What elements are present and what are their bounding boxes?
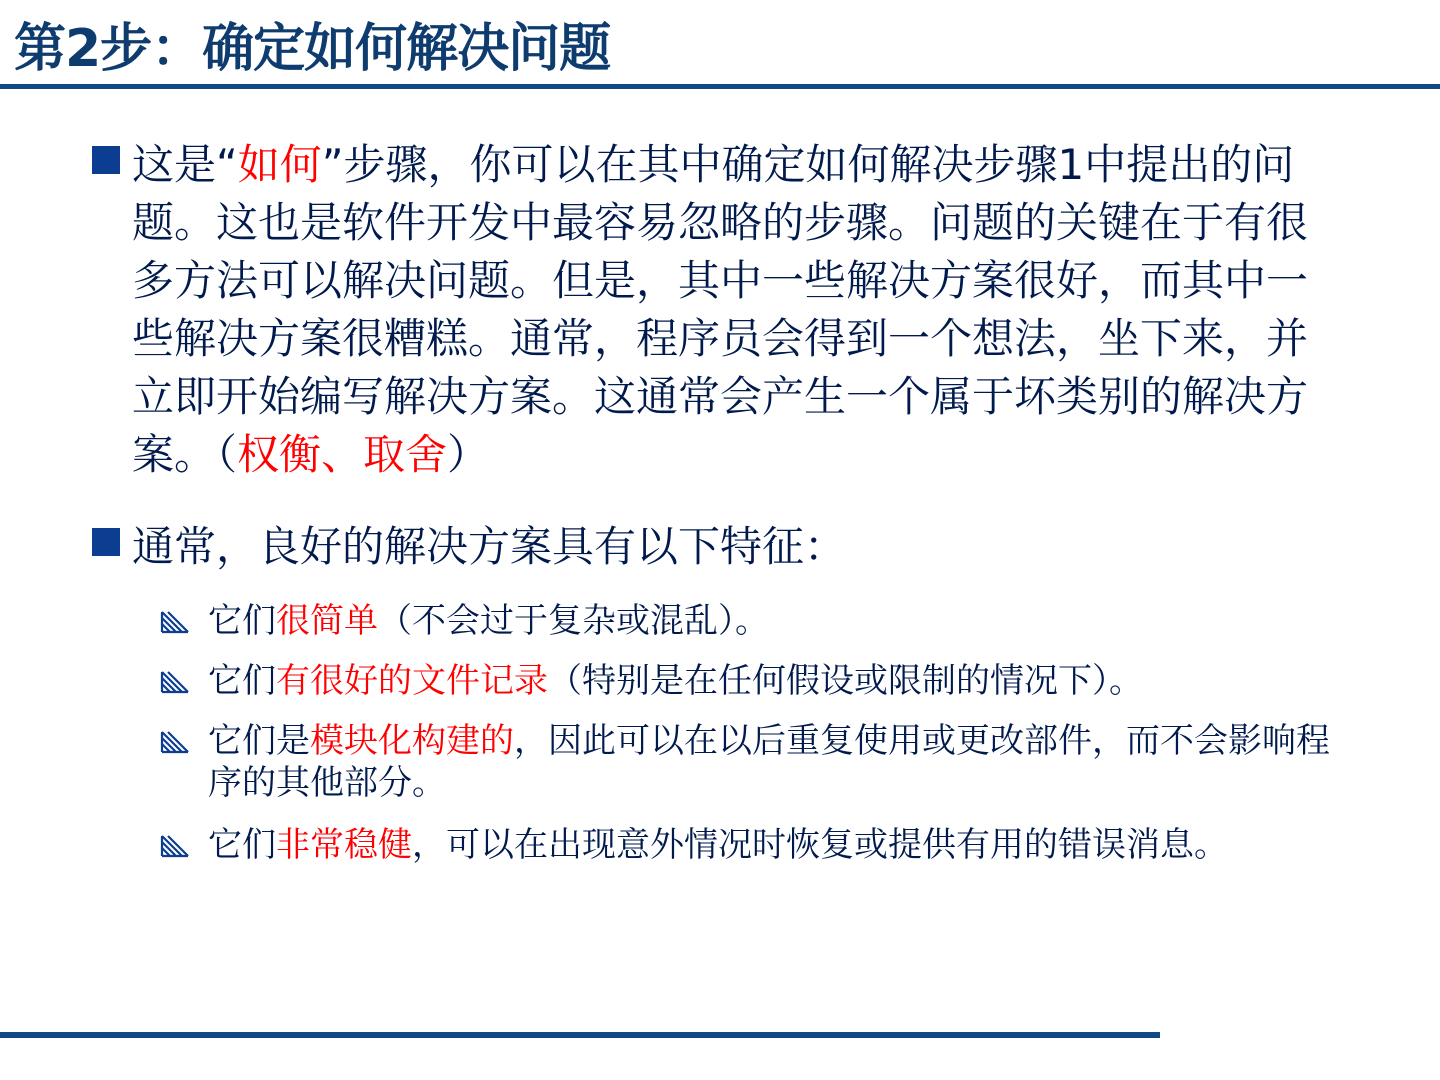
hatched-triangle-bullet-icon	[160, 664, 192, 696]
feature-text	[208, 600, 1333, 642]
text-run: （特别是在任何假设或限制的情况下）。	[548, 661, 1143, 701]
bullet-text	[132, 136, 1332, 484]
hatched-triangle-bullet-icon	[160, 604, 192, 636]
feature-item	[160, 600, 1340, 642]
feature-highlight: 模块化构建的	[310, 721, 514, 761]
square-bullet-icon	[92, 528, 120, 556]
text-run: 它们是	[208, 721, 310, 761]
feature-item	[160, 824, 1340, 866]
feature-highlight: 很简单	[276, 601, 378, 641]
bullet-how-step	[92, 136, 1342, 484]
highlight-how: 如何	[237, 140, 322, 189]
title-divider	[0, 84, 1440, 89]
slide-title: 第2步：确定如何解决问题	[14, 19, 611, 79]
text-run: 它们	[208, 661, 276, 701]
hatched-triangle-bullet-icon	[160, 828, 192, 860]
text-run: ，可以在出现意外情况时恢复或提供有用的错误消息。	[412, 825, 1228, 865]
feature-item	[160, 720, 1340, 804]
text-run: 它们	[208, 601, 276, 641]
text-run: （不会过于复杂或混乱）。	[378, 601, 769, 641]
feature-text	[208, 720, 1333, 804]
square-bullet-icon	[92, 146, 120, 174]
text-run: 它们	[208, 825, 276, 865]
text-run: ”步骤，你可以在其中确定如何解决步骤1中提出的问题。这也是软件开发中最容易忽略的步骤。问题的关键在于有很多方法可以解决问题。但是，其中一些解决方案很好，而其中一些解决方案很糟糕。通常，程序员会得到一个想法，坐下来，并立即开始编写解决方案。这通常会产生一个属于坏类别的解决方案。（	[132, 140, 1309, 479]
feature-highlight: 非常稳健	[276, 825, 412, 865]
text-run: ）	[447, 430, 490, 479]
hatched-triangle-bullet-icon	[160, 724, 192, 756]
text-run: ，因此可以在以后重复使用或更改部件，而不会影响程序的其他部分。	[208, 721, 1330, 803]
feature-text	[208, 824, 1333, 866]
feature-text	[208, 660, 1333, 702]
feature-highlight: 有很好的文件记录	[276, 661, 548, 701]
bullet-text: 通常，良好的解决方案具有以下特征：	[132, 522, 847, 571]
feature-item	[160, 660, 1340, 702]
bullet-good-solution	[92, 518, 1342, 576]
text-run: 这是“	[132, 140, 238, 189]
highlight-tradeoff: 权衡、取舍	[237, 430, 448, 479]
footer-divider	[0, 1032, 1160, 1038]
